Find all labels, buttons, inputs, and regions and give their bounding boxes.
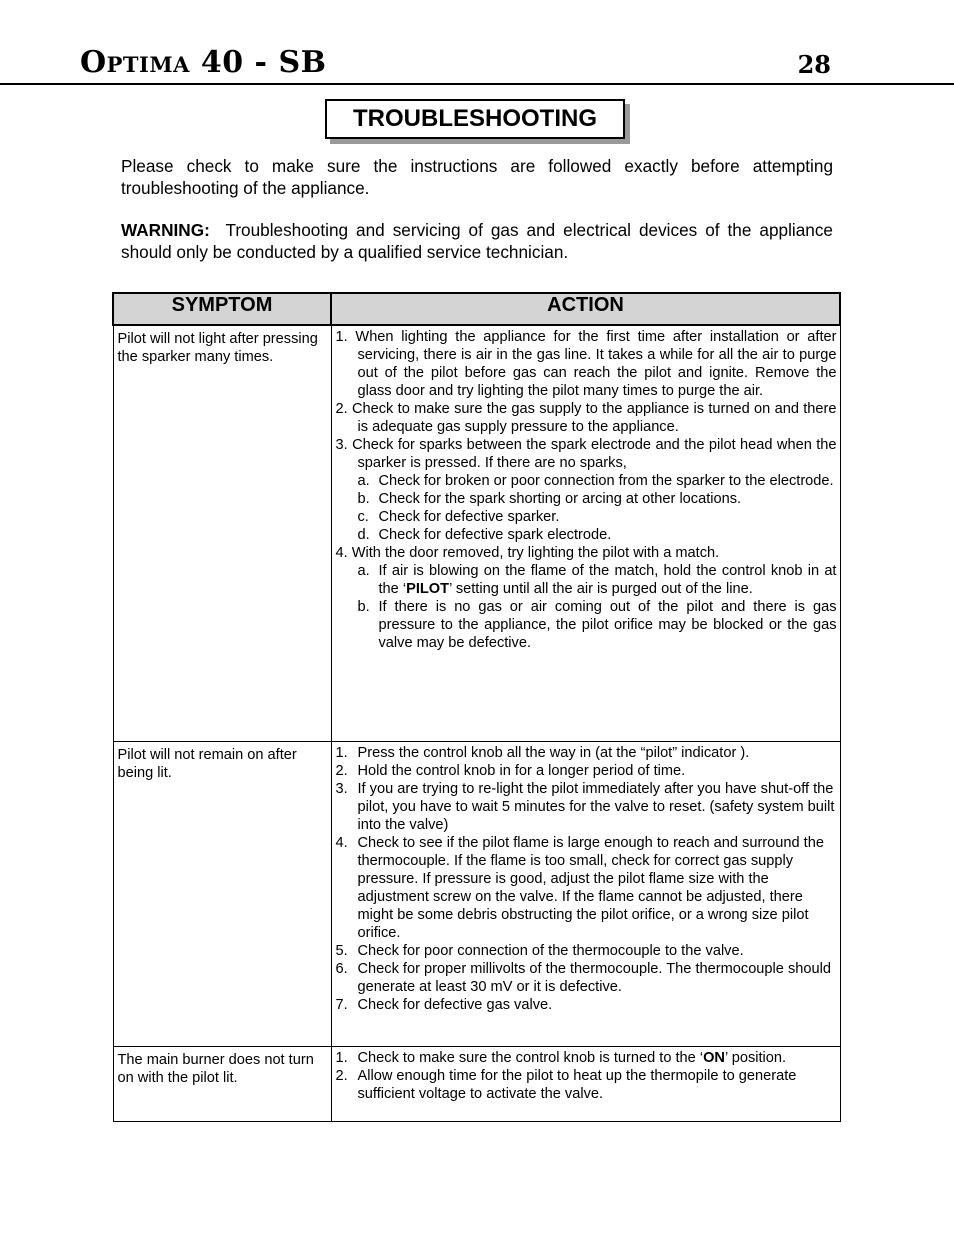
symptom-cell: Pilot will not light after pressing the sparker many times. [113,325,331,742]
action-item: 4. With the door removed, try lighting the pilot with a match. [335,545,720,561]
action-item: 6. Check for proper millivolts of the thermocouple. The thermocouple should generate at least 30 mV or it is defective. [335,961,831,995]
action-item: 1. When lighting the appliance for the first time after installation or after servicing, there is air in the gas line. It takes a while for all the air to purge out of the pilot before gas can reach the pilot and ignite. Remove the glass door and try lighting the pilot many times to purge the air. [335,329,837,399]
sub-item-marker: a. [357,563,370,579]
on-position-label: ON [703,1050,725,1066]
troubleshooting-table [112,292,841,1122]
action-item: 1. Press the control knob all the way in (at the “pilot” indicator ). [335,745,750,761]
table-row [113,742,840,1047]
action-item: 3. Check for sparks between the spark electrode and the pilot head when the sparker is pressed. If there are no sparks, [335,437,837,471]
action-cell [331,1047,840,1122]
action-cell [331,742,840,1047]
sub-item-text: Check for broken or poor connection from the sparker to the electrode. [378,473,834,489]
page-number: 28 [797,50,831,79]
action-item: 1. Check to make sure the control knob is turned to the ‘ON’ position. [335,1050,787,1066]
sub-item-marker: b. [357,599,370,615]
action-item: 2. Hold the control knob in for a longer period of time. [335,763,686,779]
sub-item-marker: d. [357,527,370,543]
warning-text: Troubleshooting and servicing of gas and electrical devices of the appliance should only be conducted by a qualified service technician. [121,220,833,262]
action-item: 7. Check for defective gas valve. [335,997,553,1013]
section-title: TROUBLESHOOTING [353,105,597,132]
sub-item [336,508,837,526]
sub-item [336,490,837,508]
sub-item [336,472,837,490]
action-item: 4. Check to see if the pilot flame is large enough to reach and surround the thermocouple. If the flame is too small, check for correct gas supply pressure. If pressure is good, adjust the pilot flame size with the adjustment screw on the valve. If the flame cannot be adjusted, there might be some debris obstructing the pilot orifice, or a wrong size pilot orifice. [335,835,824,941]
action-item: 2. Allow enough time for the pilot to heat up the thermopile to generate sufficient voltage to activate the valve. [335,1068,797,1102]
intro-paragraph: Please check to make sure the instructions are followed exactly before attempting troubleshooting of the appliance. [121,156,833,198]
sub-item [336,562,837,598]
symptom-cell: The main burner does not turn on with the pilot lit. [113,1047,331,1122]
symptom-cell: Pilot will not remain on after being lit. [113,742,331,1047]
pilot-setting-label: PILOT [406,581,450,597]
table-header-row [113,293,840,325]
header-rule [0,83,954,85]
page-header [0,0,954,86]
warning-label: WARNING: [121,220,210,240]
sub-item-marker: b. [357,491,370,507]
sub-item-marker: c. [357,509,369,525]
action-header: ACTION [331,293,840,325]
action-item: 5. Check for poor connection of the thermocouple to the valve. [335,943,744,959]
sub-item-text: Check for defective sparker. [378,509,560,525]
sub-item [336,598,837,652]
table-row [113,1047,840,1122]
action-item: 3. If you are trying to re-light the pilot immediately after you have shut-off the pilot, you have to wait 5 minutes for the valve to reset. (safety system built into the valve) [335,781,835,833]
sub-item-text: If there is no gas or air coming out of the pilot and there is gas pressure to the appliance, the pilot orifice may be blocked or the gas valve may be defective. [378,599,837,651]
symptom-header: SYMPTOM [113,293,331,325]
sub-item-marker: a. [357,473,370,489]
action-cell [331,325,840,742]
document-title: Optima 40 - SB [80,45,327,80]
action-item: 2. Check to make sure the gas supply to the appliance is turned on and there is adequate gas supply pressure to the appliance. [335,401,837,435]
warning-paragraph [121,219,833,263]
sub-item-text: Check for the spark shorting or arcing at other locations. [378,491,742,507]
sub-item [336,526,837,544]
table-row [113,325,840,742]
sub-item-text: Check for defective spark electrode. [378,527,612,543]
section-title-box [325,99,625,139]
sub-item-text: If air is blowing on the flame of the match, hold the control knob in at the ‘PILOT’ setting until all the air is purged out of the line. [378,563,837,597]
